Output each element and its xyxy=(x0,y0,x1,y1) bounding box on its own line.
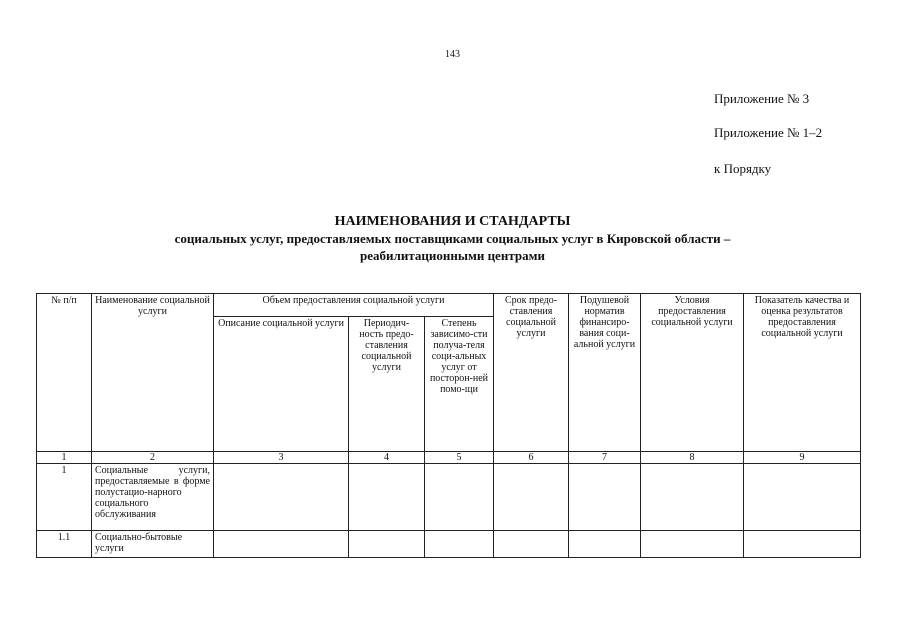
column-numbers-row xyxy=(37,452,861,464)
column-number: 1 xyxy=(37,452,92,464)
row-name: Социальные услуги, предоставляемые в форме полустацио-нарного социального обслуживания xyxy=(92,464,214,531)
empty-cell xyxy=(569,531,641,558)
annex-line-2: Приложение № 1–2 xyxy=(714,125,823,140)
empty-cell xyxy=(214,464,349,531)
empty-cell xyxy=(494,464,569,531)
empty-cell xyxy=(494,531,569,558)
title-line-1: НАИМЕНОВАНИЯ И СТАНДАРТЫ xyxy=(334,214,571,229)
annex-line-3: к Порядку xyxy=(714,161,772,176)
header-norm: Подушевой норматив финансиро-вания соци-альной услуги xyxy=(569,294,641,452)
column-number: 2 xyxy=(92,452,214,464)
empty-cell xyxy=(744,464,861,531)
table-row xyxy=(37,464,861,531)
row-name: Социально-бытовые услуги xyxy=(92,531,214,558)
column-number: 3 xyxy=(214,452,349,464)
page-number: 143 xyxy=(445,49,460,60)
row-num: 1 xyxy=(37,464,92,531)
header-periodicity: Периодич-ность предо-ставления социальной услуги xyxy=(349,317,425,452)
header-conditions: Условия предоставления социальной услуги xyxy=(641,294,744,452)
empty-cell xyxy=(641,464,744,531)
header-description: Описание социальной услуги xyxy=(214,317,349,452)
header-num: № п/п xyxy=(37,294,92,452)
empty-cell xyxy=(214,531,349,558)
empty-cell xyxy=(349,464,425,531)
column-number: 4 xyxy=(349,452,425,464)
header-dependency: Степень зависимо-сти получа-теля соци-альных услуг от посторон-ней помо-щи xyxy=(425,317,494,452)
column-number: 6 xyxy=(494,452,569,464)
column-number: 8 xyxy=(641,452,744,464)
empty-cell xyxy=(744,531,861,558)
empty-cell xyxy=(641,531,744,558)
header-quality: Показатель качества и оценка результатов предоставления социальной услуги xyxy=(744,294,861,452)
empty-cell xyxy=(425,464,494,531)
header-name: Наименование социальной услуги xyxy=(92,294,214,452)
empty-cell xyxy=(569,464,641,531)
row-num: 1.1 xyxy=(37,531,92,558)
column-number: 9 xyxy=(744,452,861,464)
table-row xyxy=(37,531,861,558)
header-term: Срок предо-ставления социальной услуги xyxy=(494,294,569,452)
annex-line-1: Приложение № 3 xyxy=(714,91,810,106)
document-title xyxy=(0,214,905,264)
empty-cell xyxy=(349,531,425,558)
standards-table xyxy=(36,293,861,558)
title-line-2: социальных услуг, предоставляемых поставщиками социальных услуг в Кировской области – xyxy=(174,231,731,246)
title-line-3: реабилитационными центрами xyxy=(360,248,545,263)
column-number: 7 xyxy=(569,452,641,464)
header-volume-group: Объем предоставления социальной услуги xyxy=(214,294,494,317)
empty-cell xyxy=(425,531,494,558)
column-number: 5 xyxy=(425,452,494,464)
